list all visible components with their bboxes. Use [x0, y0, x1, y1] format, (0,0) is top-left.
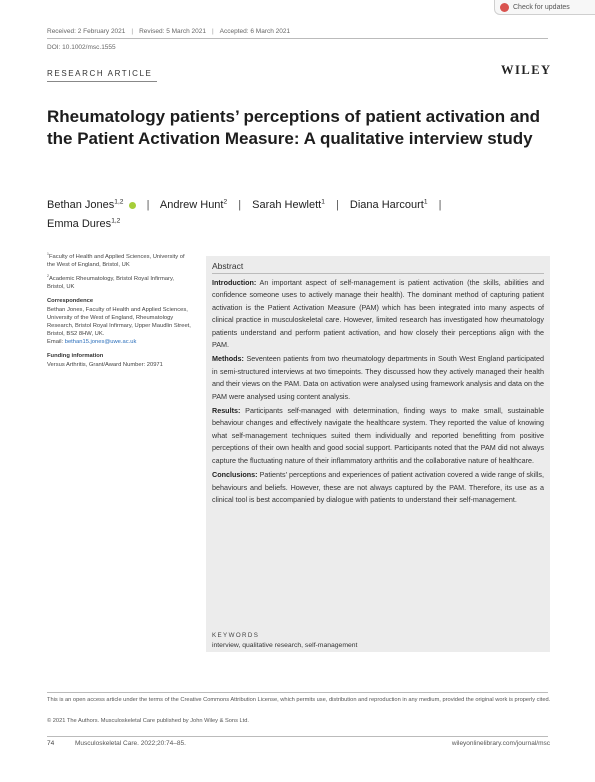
affiliation-text: Faculty of Health and Applied Sciences, University of the West of England, Bristol, UK [47, 254, 185, 268]
article-info-column [47, 253, 192, 375]
publisher-logo: WILEY [501, 63, 552, 77]
abstract-conclusions [212, 469, 544, 506]
abstract-heading: Abstract [212, 261, 244, 271]
received-date: Received: 2 February 2021 [47, 28, 126, 35]
affiliation-text: Academic Rheumatology, Bristol Royal Infirmary, Bristol, UK [47, 276, 175, 290]
email-label: Email: [47, 339, 64, 345]
affiliation-1 [47, 253, 192, 269]
author-name[interactable]: Diana Harcourt [349, 199, 424, 211]
abstract-methods-text: Seventeen patients from two rheumatology departments in South West England participated in semi-structured interviews at two timepoints. They discussed how they actively managed their health and their views on the PAM. Data on activation were analysed using framework analysis and data on the PAM were analysed using content analysis. [212, 354, 544, 401]
license-notice: This is an open access article under the terms of the Creative Commons Attribution License, which permits use, distribution and reproduction in any medium, provided the original work is properly cited. [47, 697, 551, 703]
orcid-icon[interactable] [129, 202, 136, 209]
affiliation-number: 2 [47, 274, 49, 279]
abstract-body [212, 277, 544, 508]
author-separator: | [238, 199, 242, 211]
affiliation-2 [47, 275, 192, 291]
author-affiliation: 1 [423, 198, 428, 206]
page-footer-divider [47, 736, 548, 737]
accepted-date: Accepted: 6 March 2021 [219, 28, 291, 35]
author-separator: | [146, 199, 150, 211]
journal-website[interactable]: wileyonlinelibrary.com/journal/msc [451, 740, 550, 747]
abstract-introduction [212, 277, 544, 351]
author-separator: | [335, 199, 339, 211]
page-number: 74 [47, 740, 55, 747]
header-divider [47, 38, 548, 39]
author-name[interactable]: Andrew Hunt [159, 199, 224, 211]
keywords-heading: KEYWORDS [212, 632, 260, 639]
abstract-results [212, 405, 544, 467]
abstract-conclusions-label: Conclusions: [212, 470, 258, 480]
article-dates [47, 28, 290, 35]
abstract-methods [212, 353, 544, 403]
check-for-updates-badge[interactable] [494, 0, 595, 15]
section-label-underline [47, 81, 157, 82]
author-name[interactable]: Emma Dures [47, 218, 112, 230]
abstract-divider [212, 273, 544, 274]
copyright-notice: © 2021 The Authors. Musculoskeletal Care published by John Wiley & Sons Ltd. [47, 718, 249, 724]
author-name[interactable]: Sarah Hewlett [252, 199, 322, 211]
correspondence-email [47, 338, 192, 346]
check-for-updates-label: Check for updates [513, 3, 570, 11]
funding [47, 352, 192, 369]
correspondence-text: Bethan Jones, Faculty of Health and Applied Sciences, University of the West of England, Rheumatology Research, Bristol Royal Infirmary, Upper Maudlin Street, Bristol, BS2 8HW, UK. [47, 307, 191, 337]
email-link[interactable]: bethan15.jones@uwe.ac.uk [64, 339, 137, 345]
funding-text: Versus Arthritis, Grant/Award Number: 20971 [47, 362, 163, 368]
journal-citation: Musculoskeletal Care. 2022;20:74–85. [75, 740, 186, 747]
revised-date: Revised: 5 March 2021 [139, 28, 206, 35]
affiliation-number: 1 [47, 252, 49, 257]
abstract-introduction-label: Introduction: [212, 278, 257, 287]
section-label: RESEARCH ARTICLE [47, 69, 153, 78]
author-affiliation: 1,2 [111, 217, 121, 225]
author-list [47, 196, 547, 234]
article-title: Rheumatology patients’ perceptions of patient activation and the Patient Activation Measure: A qualitative interview study [47, 107, 541, 148]
doi[interactable]: DOI: 10.1002/msc.1555 [47, 44, 116, 51]
date-separator: | [131, 28, 134, 35]
funding-heading: Funding information [47, 353, 104, 359]
abstract-results-text: Participants self-managed with determination, finding ways to make small, sustainable behaviour changes and effectively navigate the healthcare system. They reported the value of knowing what self-management techniques suited them individually and reported benefitting from positive perceptions of their own health and good social support. Participants noted that the PAM did not always capture the fluctuating nature of their inflammatory arthritis and the collaborative nature of healthcare. [212, 406, 544, 465]
footer-divider [47, 692, 548, 693]
author-name[interactable]: Bethan Jones [47, 199, 115, 211]
keywords-list: interview, qualitative research, self-management [212, 642, 358, 649]
abstract-results-label: Results: [212, 406, 241, 416]
author-separator: | [438, 199, 442, 211]
abstract-methods-label: Methods: [212, 354, 244, 364]
date-separator: | [211, 28, 214, 35]
abstract-introduction-text: An important aspect of self-management is patient activation (the skills, abilities and confidence someone uses to actively manage their health). The dominant method of capturing patient activation is the Patient Activation Measure (PAM) which has been integrated into many aspects of clinical practice in musculoskeletal care. However, limited research has investigated how rheumatology patients understand and perform patient activation, and how closely their perceptions align with the PAM. [212, 278, 544, 350]
author-affiliation: 1,2 [114, 198, 124, 206]
correspondence-heading: Correspondence [47, 298, 94, 304]
check-for-updates-icon [500, 3, 509, 12]
author-affiliation: 2 [223, 198, 228, 206]
author-affiliation: 1 [321, 198, 325, 206]
abstract-conclusions-text: Patients' perceptions and experiences of patient activation covered a wide range of skills, behaviours and beliefs. However, these are not always captured by the PAM. Therefore, its use as a clinical tool is best accompanied by dialogue with patients to understand their self-management. [212, 470, 544, 504]
correspondence [47, 297, 192, 346]
